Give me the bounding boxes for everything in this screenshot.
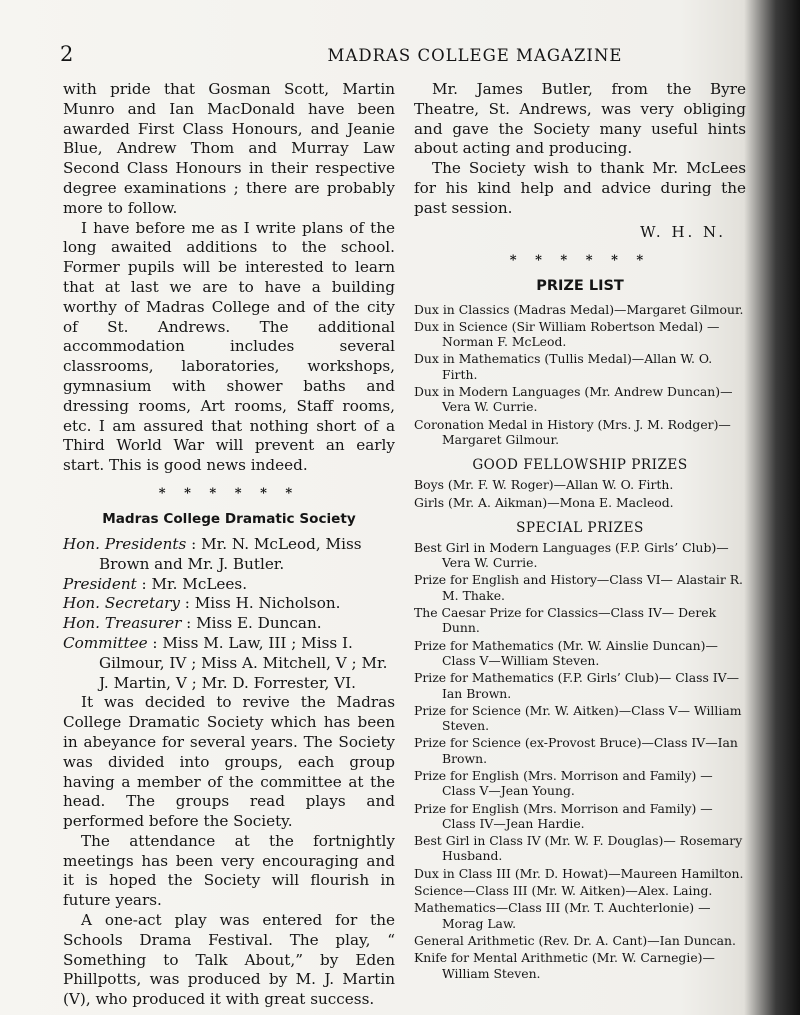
prize-entry: The Caesar Prize for Classics—Class IV— Derek Dunn.	[414, 605, 717, 636]
prize-list-heading: PRIZE LIST	[536, 277, 624, 294]
section-divider: * * * * * *	[509, 252, 651, 268]
prize-entry: Prize for Mathematics (Mr. W. Ainslie Duncan)—Class V—William Steven.	[414, 637, 718, 668]
prize-entry: Coronation Medal in History (Mrs. J. M. Rodger)—Margaret Gilmour.	[414, 416, 731, 447]
role-title: Hon. Presidents	[63, 534, 187, 553]
prize-entry: Science—Class III (Mr. W. Aitken)—Alex. Laing.	[414, 883, 713, 899]
role-names: : Miss E. Duncan.	[181, 614, 322, 633]
author-signature: W. H. N.	[640, 222, 726, 241]
intro-paragraph: with pride that Gosman Scott, Martin Munro and Ian MacDonald have been awarded First Class Honours, and Jeanie Blue, Andrew Thom and Murray Law Second Class Honours in their respective degree examinations ; there are probably more to follow.	[63, 80, 395, 217]
society-paragraph: A one-act play was entered for the Schools Drama Festival. The play, “ Something to Talk About,” by Eden Phillpotts, was produced by M. J. Martin (V), who produced it with great success.	[63, 911, 395, 1009]
prize-entry: Prize for Mathematics (F.P. Girls’ Club)— Class IV—Ian Brown.	[414, 670, 739, 701]
role-title: Hon. Secretary	[63, 594, 180, 613]
page-header	[60, 42, 740, 68]
office-bearer	[63, 575, 395, 595]
prize-entry: Prize for Science (Mr. W. Aitken)—Class V— William Steven.	[414, 702, 742, 734]
office-bearer	[63, 614, 395, 634]
office-bearer	[63, 634, 395, 693]
role-title: Committee	[63, 633, 148, 652]
prize-entry: General Arithmetic (Rev. Dr. A. Cant)—Ian Duncan.	[414, 932, 736, 948]
prize-entry: Mathematics—Class III (Mr. T. Auchterlonie) —Morag Law.	[414, 900, 711, 931]
prize-entry: Boys (Mr. F. W. Roger)—Allan W. O. Firth.	[414, 477, 674, 493]
running-title: MADRAS COLLEGE MAGAZINE	[327, 46, 623, 65]
right-column	[414, 80, 746, 983]
role-names: : Miss H. Nicholson.	[179, 594, 341, 613]
role-names: : Mr. N. McLeod, Miss Brown and Mr. J. Butler.	[99, 534, 362, 573]
prize-entry: Prize for English and History—Class VI— Alastair R. M. Thake.	[414, 572, 743, 603]
society-paragraph: The Society wish to thank Mr. McLees for his kind help and advice during the past session.	[414, 159, 746, 217]
page-number: 2	[60, 42, 74, 66]
prize-entry: Prize for English (Mrs. Morrison and Family) —Class V—Jean Young.	[414, 768, 713, 799]
prize-entry: Best Girl in Modern Languages (F.P. Girls’ Club)—Vera W. Currie.	[414, 539, 729, 571]
special-prizes-heading: SPECIAL PRIZES	[516, 519, 644, 536]
intro-paragraph: I have before me as I write plans of the long awaited additions to the school. Former pupils will be interested to learn that at last we are to have a building worthy of Madras College and of the city of St. Andrews. The additional accommodation includes several classrooms, laboratories, workshops, gymnasium with shower baths and dressing rooms, Art rooms, Staff rooms, etc. I am assured that nothing short of a Third World War will prevent an early start. This is good news indeed.	[63, 218, 395, 475]
prize-entry: Prize for Science (ex-Provost Bruce)—Class IV—Ian Brown.	[414, 735, 738, 766]
prize-entry: Best Girl in Class IV (Mr. W. F. Douglas)— Rosemary Husband.	[414, 833, 743, 864]
prize-entry: Dux in Mathematics (Tullis Medal)—Allan W. O. Firth.	[414, 351, 713, 382]
role-names: : Miss M. Law, III ; Miss I. Gilmour, IV ; Miss A. Mitchell, V ; Mr. J. Martin, V ; Mr. D. Forrester, VI.	[99, 633, 388, 692]
prize-entry: Dux in Class III (Mr. D. Howat)—Maureen Hamilton.	[414, 865, 744, 881]
society-paragraph: It was decided to revive the Madras College Dramatic Society which has been in abeyance for several years. The Society was divided into groups, each group having a member of the committee at the head. The groups read plays and performed before the Society.	[63, 693, 395, 831]
role-names: : Mr. McLees.	[136, 574, 248, 593]
office-bearers	[63, 535, 395, 693]
prize-entry: Dux in Modern Languages (Mr. Andrew Duncan)—Vera W. Currie.	[414, 384, 733, 415]
prize-entry: Prize for English (Mrs. Morrison and Family) —Class IV—Jean Hardie.	[414, 800, 713, 831]
prize-entry: Dux in Classics (Madras Medal)—Margaret Gilmour.	[414, 301, 744, 317]
society-paragraph: The attendance at the fortnightly meetings has been very encouraging and it is hoped the Society will flourish in future years.	[63, 831, 395, 910]
prize-entry: Girls (Mr. A. Aikman)—Mona E. Macleod.	[414, 494, 674, 510]
office-bearer	[63, 594, 395, 614]
prize-entry: Knife for Mental Arithmetic (Mr. W. Carnegie)—William Steven.	[414, 950, 715, 981]
prize-list	[414, 302, 746, 981]
role-title: Hon. Treasurer	[63, 614, 182, 633]
left-column	[63, 80, 395, 1010]
society-paragraph: Mr. James Butler, from the Byre Theatre, St. Andrews, was very obliging and gave the Society many useful hints about acting and producing.	[414, 80, 746, 158]
prize-entry: Dux in Science (Sir William Robertson Medal) —Norman F. McLeod.	[414, 318, 720, 350]
fellowship-heading: GOOD FELLOWSHIP PRIZES	[472, 457, 688, 474]
section-divider: * * * * * *	[158, 485, 300, 501]
society-heading: Madras College Dramatic Society	[102, 510, 356, 527]
role-title: President	[63, 574, 137, 593]
office-bearer	[63, 535, 395, 575]
